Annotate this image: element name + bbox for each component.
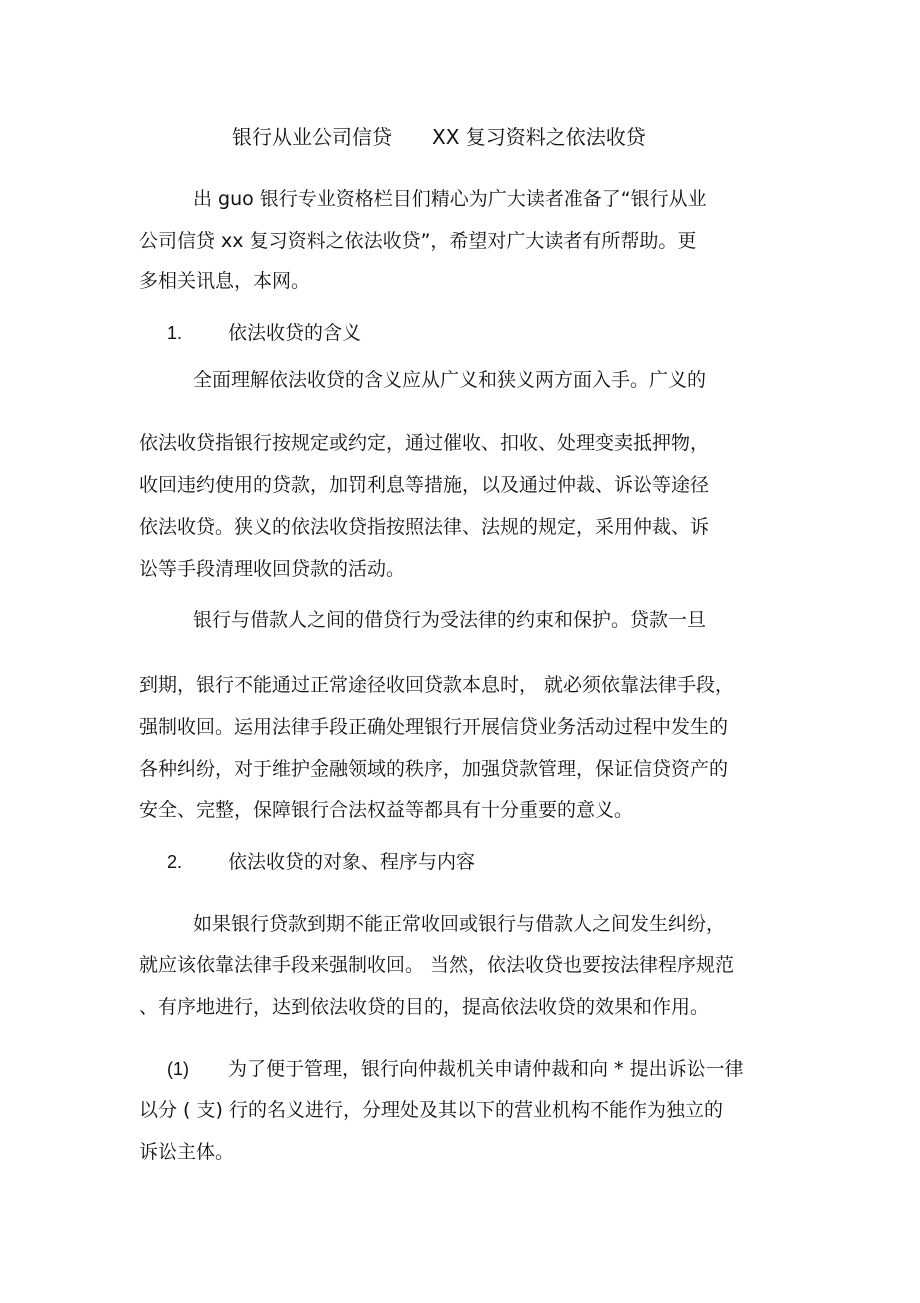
- title-part-2: XX 复习资料之依法收贷: [432, 125, 646, 149]
- title-part-1: 银行从业公司信贷: [232, 125, 392, 149]
- paragraph-line: 如果银行贷款到期不能正常收回或银行与借款人之间发生纠纷，: [193, 913, 726, 935]
- paragraph-line: 到期，银行不能通过正常途径收回贷款本息时， 就必须依靠法律手段，: [139, 674, 735, 696]
- paragraph-line: 收回违约使用的贷款，加罚利息等措施，以及通过仲裁、诉讼等途径: [139, 474, 710, 496]
- section-2-heading: 依法收贷的对象、程序与内容: [228, 851, 476, 873]
- paragraph-line: 各种纠纷，对于维护金融领域的秩序，加强贷款管理，保证信贷资产的: [139, 758, 729, 780]
- item-1-line: 诉讼主体。: [139, 1141, 235, 1163]
- item-1-number: (1): [167, 1059, 189, 1079]
- section-1-heading: 依法收贷的含义: [228, 322, 362, 344]
- paragraph-line: 依法收贷。狭义的依法收贷指按照法律、法规的规定，采用仲裁、诉: [139, 516, 710, 538]
- paragraph-line: 、有序地进行，达到依法收贷的目的，提高依法收贷的效果和作用。: [139, 996, 710, 1018]
- intro-line: 多相关讯息，本网。: [139, 270, 311, 292]
- item-1-line: 为了便于管理，银行向仲裁机关申请仲裁和向 * 提出诉讼一律: [228, 1058, 744, 1080]
- item-1-line: 以分 ( 支) 行的名义进行，分理处及其以下的营业机构不能作为独立的: [139, 1099, 723, 1121]
- paragraph-line: 安全、完整，保障银行合法权益等都具有十分重要的意义。: [139, 799, 634, 821]
- paragraph-line: 强制收回。运用法律手段正确处理银行开展信贷业务活动过程中发生的: [139, 716, 729, 738]
- paragraph-line: 就应该依靠法律手段来强制收回。 当然，依法收贷也要按法律程序规范: [139, 954, 735, 976]
- intro-line: 公司信贷 xx 复习资料之依法收贷”，希望对广大读者有所帮助。更: [139, 230, 697, 252]
- section-1-number: 1.: [167, 323, 183, 343]
- paragraph-line: 依法收贷指银行按规定或约定，通过催收、扣收、处理变卖抵押物，: [139, 432, 710, 454]
- paragraph-line: 全面理解依法收贷的含义应从广义和狭义两方面入手。广义的: [193, 369, 707, 391]
- paragraph-line: 讼等手段清理收回贷款的活动。: [139, 558, 406, 580]
- section-2-number: 2.: [167, 852, 183, 872]
- paragraph-line: 银行与借款人之间的借贷行为受法律的约束和保护。贷款一旦: [193, 609, 707, 631]
- intro-line: 出 guo 银行专业资格栏目们精心为广大读者准备了“银行从业: [193, 188, 707, 210]
